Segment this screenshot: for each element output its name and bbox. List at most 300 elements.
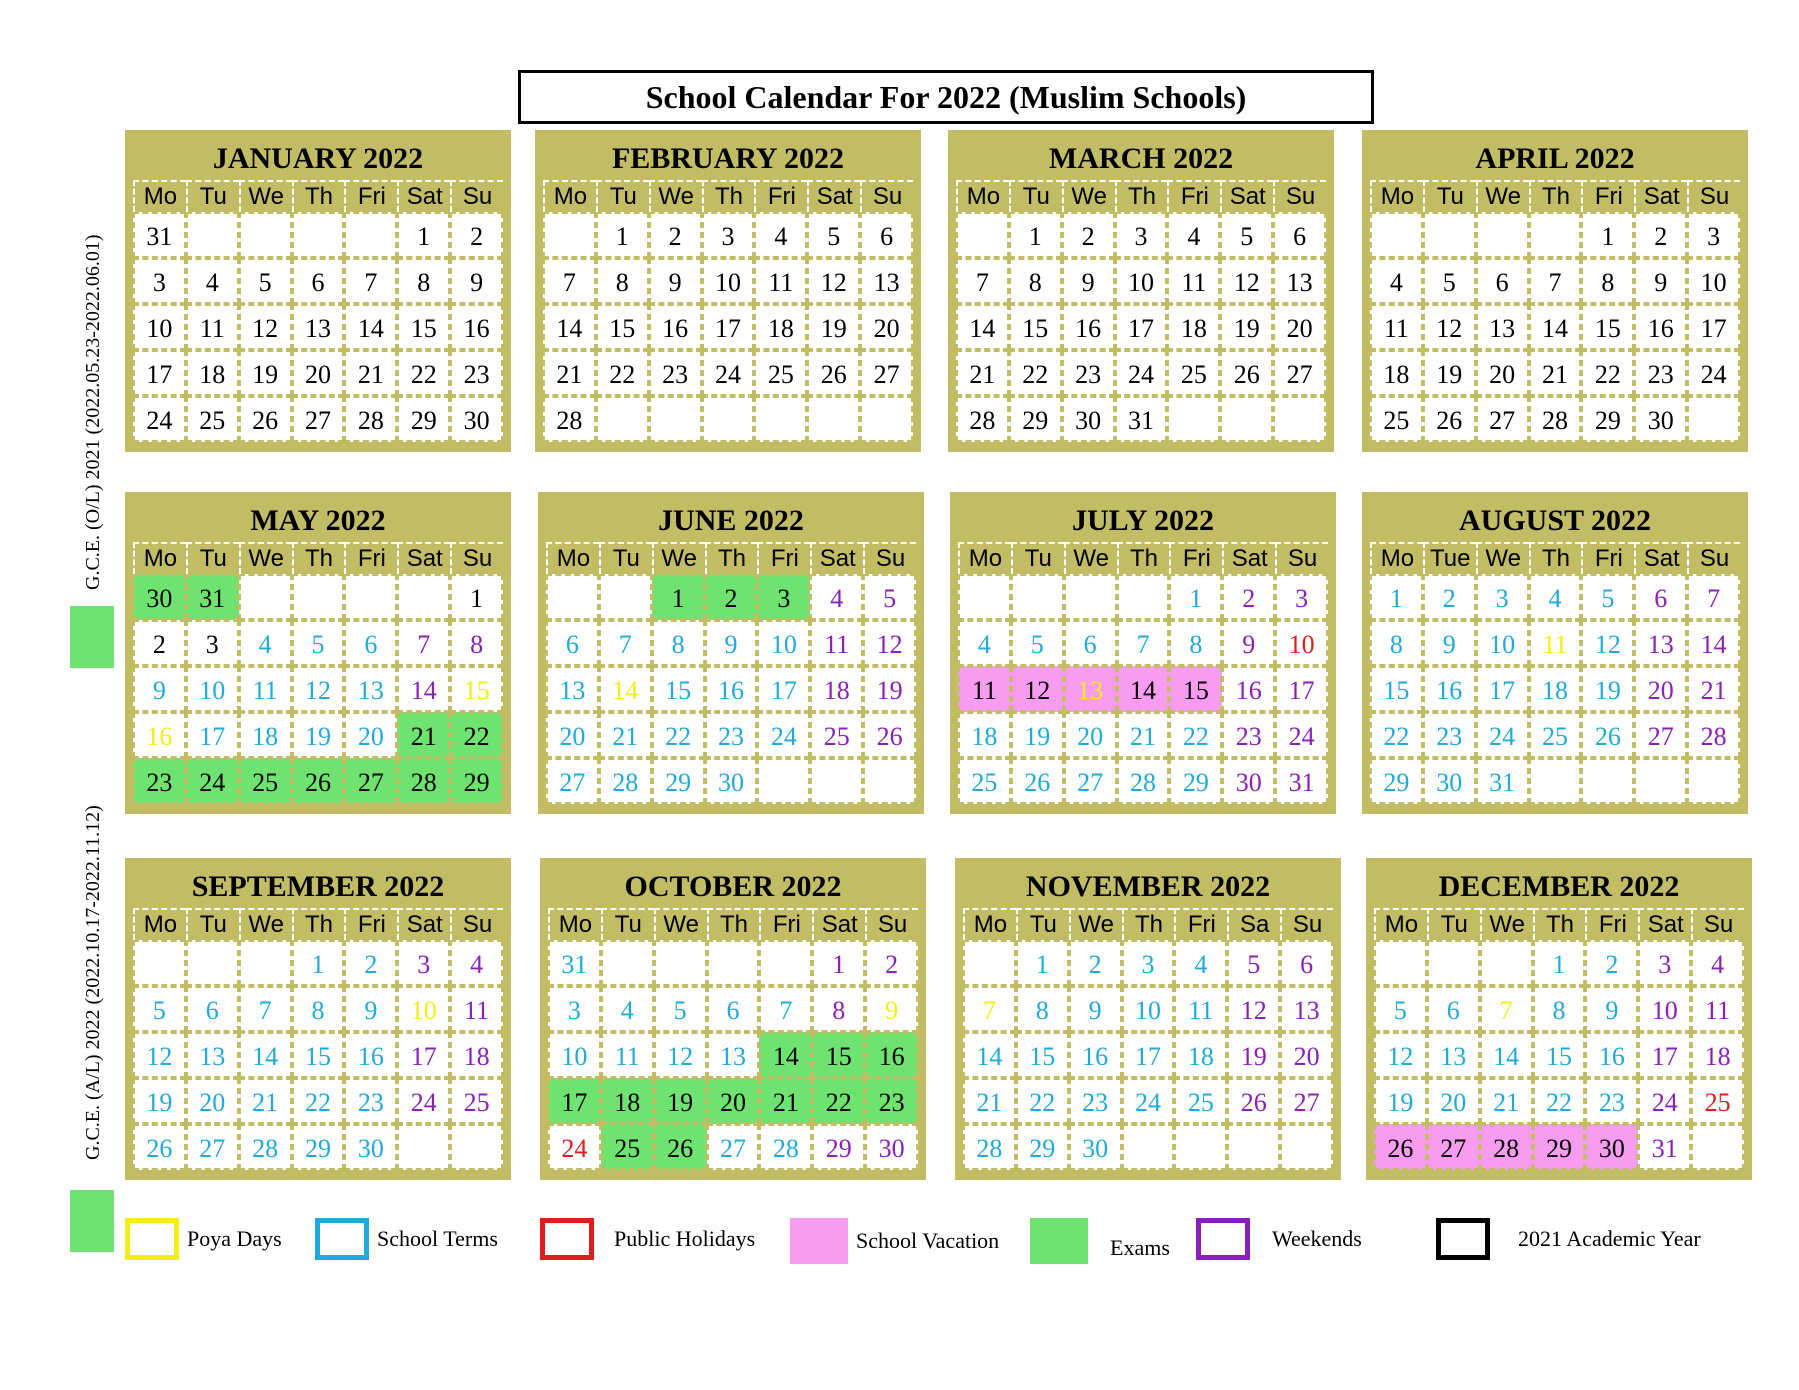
weekday-header: Tu xyxy=(1427,908,1480,940)
day-cell: 19 xyxy=(1581,666,1634,712)
day-cell: 28 xyxy=(1480,1124,1533,1170)
day-cell: 11 xyxy=(450,986,503,1032)
day-cell: 7 xyxy=(239,986,292,1032)
day-cell: 23 xyxy=(1069,1078,1122,1124)
day-cell: 8 xyxy=(596,258,649,304)
legend-label: School Terms xyxy=(377,1226,498,1251)
weekday-header: Sat xyxy=(812,908,865,940)
legend-item-weekends xyxy=(1196,1218,1362,1260)
day-cell: 8 xyxy=(1370,620,1423,666)
day-cell: 10 xyxy=(548,1032,601,1078)
day-cell: 17 xyxy=(397,1032,450,1078)
month-panel xyxy=(535,130,921,452)
month-grid xyxy=(963,908,1333,1170)
weekday-header: Fri xyxy=(1585,908,1638,940)
day-cell: 4 xyxy=(1691,940,1744,986)
day-cell: 16 xyxy=(705,666,758,712)
weekday-header: Tu xyxy=(1016,908,1069,940)
day-cell xyxy=(702,396,755,442)
day-cell: 31 xyxy=(133,212,186,258)
day-cell: 14 xyxy=(1529,304,1582,350)
day-cell: 12 xyxy=(1423,304,1476,350)
weekday-header: Sat xyxy=(1638,908,1691,940)
day-cell: 4 xyxy=(1167,212,1220,258)
day-cell: 13 xyxy=(546,666,599,712)
day-cell: 12 xyxy=(133,1032,186,1078)
day-cell: 4 xyxy=(754,212,807,258)
weekday-header: Th xyxy=(292,908,345,940)
day-cell xyxy=(1581,758,1634,804)
day-cell: 1 xyxy=(397,212,450,258)
day-cell: 1 xyxy=(1370,574,1423,620)
month-panel xyxy=(948,130,1334,452)
day-cell: 11 xyxy=(239,666,292,712)
month-panel xyxy=(125,492,511,814)
day-cell: 14 xyxy=(1687,620,1740,666)
day-cell: 2 xyxy=(1222,574,1275,620)
day-cell: 23 xyxy=(705,712,758,758)
day-cell: 10 xyxy=(757,620,810,666)
day-cell: 3 xyxy=(1122,940,1175,986)
day-cell: 9 xyxy=(450,258,503,304)
day-cell xyxy=(397,1124,450,1170)
day-cell: 1 xyxy=(450,574,503,620)
day-cell xyxy=(759,940,812,986)
day-cell: 13 xyxy=(1273,258,1326,304)
exams-swatch xyxy=(1030,1218,1088,1264)
weekday-header: Sat xyxy=(397,542,450,574)
day-cell: 16 xyxy=(1423,666,1476,712)
day-cell: 10 xyxy=(1122,986,1175,1032)
day-cell xyxy=(654,940,707,986)
day-cell: 11 xyxy=(754,258,807,304)
day-cell xyxy=(397,574,450,620)
day-cell: 23 xyxy=(649,350,702,396)
day-cell xyxy=(1370,212,1423,258)
day-cell: 19 xyxy=(1374,1078,1427,1124)
day-cell: 10 xyxy=(1638,986,1691,1032)
ol-exam-swatch xyxy=(70,606,114,668)
month-panel xyxy=(1362,130,1748,452)
weekday-header: Th xyxy=(292,542,345,574)
day-cell: 5 xyxy=(292,620,345,666)
day-cell: 1 xyxy=(1169,574,1222,620)
day-cell: 11 xyxy=(186,304,239,350)
day-cell: 5 xyxy=(133,986,186,1032)
day-cell: 29 xyxy=(1009,396,1062,442)
day-cell: 14 xyxy=(759,1032,812,1078)
day-cell: 2 xyxy=(1634,212,1687,258)
weekday-header: We xyxy=(239,542,292,574)
weekday-header: Th xyxy=(1117,542,1170,574)
day-cell: 19 xyxy=(807,304,860,350)
day-cell xyxy=(958,574,1011,620)
weekday-header: Mo xyxy=(956,180,1009,212)
day-cell: 24 xyxy=(1275,712,1328,758)
day-cell: 18 xyxy=(186,350,239,396)
day-cell: 22 xyxy=(1169,712,1222,758)
day-cell: 27 xyxy=(344,758,397,804)
day-cell: 14 xyxy=(543,304,596,350)
month-grid xyxy=(133,908,503,1170)
day-cell xyxy=(1529,212,1582,258)
day-cell: 12 xyxy=(1220,258,1273,304)
day-cell: 12 xyxy=(1581,620,1634,666)
day-cell: 30 xyxy=(1585,1124,1638,1170)
day-cell: 9 xyxy=(1222,620,1275,666)
day-cell xyxy=(1634,758,1687,804)
day-cell: 23 xyxy=(1222,712,1275,758)
day-cell: 28 xyxy=(239,1124,292,1170)
day-cell: 3 xyxy=(1275,574,1328,620)
day-cell: 15 xyxy=(652,666,705,712)
day-cell: 29 xyxy=(652,758,705,804)
day-cell: 22 xyxy=(596,350,649,396)
day-cell: 7 xyxy=(1529,258,1582,304)
day-cell: 27 xyxy=(1280,1078,1333,1124)
day-cell: 4 xyxy=(450,940,503,986)
day-cell: 30 xyxy=(705,758,758,804)
day-cell: 13 xyxy=(1427,1032,1480,1078)
day-cell xyxy=(239,940,292,986)
weekday-header: We xyxy=(1062,180,1115,212)
day-cell: 23 xyxy=(133,758,186,804)
day-cell: 28 xyxy=(1529,396,1582,442)
day-cell: 25 xyxy=(810,712,863,758)
day-cell: 9 xyxy=(1634,258,1687,304)
day-cell xyxy=(344,212,397,258)
day-cell: 28 xyxy=(956,396,1009,442)
day-cell: 17 xyxy=(1122,1032,1175,1078)
weekday-header: Mo xyxy=(546,542,599,574)
day-cell: 17 xyxy=(1476,666,1529,712)
day-cell: 10 xyxy=(702,258,755,304)
day-cell: 29 xyxy=(1581,396,1634,442)
weekday-header: Fri xyxy=(1581,542,1634,574)
day-cell: 10 xyxy=(1687,258,1740,304)
day-cell: 20 xyxy=(292,350,345,396)
legend-label: School Vacation xyxy=(856,1228,1000,1253)
weekday-header: We xyxy=(1069,908,1122,940)
weekday-header: Mo xyxy=(1370,542,1423,574)
weekday-header: Su xyxy=(1273,180,1326,212)
day-cell: 13 xyxy=(860,258,913,304)
day-cell: 14 xyxy=(1117,666,1170,712)
day-cell xyxy=(754,396,807,442)
day-cell: 22 xyxy=(812,1078,865,1124)
page-title: School Calendar For 2022 (Muslim Schools) xyxy=(518,70,1374,124)
day-cell: 16 xyxy=(1634,304,1687,350)
day-cell: 4 xyxy=(601,986,654,1032)
weekday-header: Sat xyxy=(807,180,860,212)
day-cell: 7 xyxy=(599,620,652,666)
month-grid xyxy=(543,180,913,442)
day-cell xyxy=(863,758,916,804)
day-cell: 10 xyxy=(397,986,450,1032)
day-cell xyxy=(807,396,860,442)
day-cell: 16 xyxy=(865,1032,918,1078)
day-cell: 19 xyxy=(863,666,916,712)
month-panel xyxy=(950,492,1336,814)
day-cell: 2 xyxy=(1062,212,1115,258)
day-cell: 31 xyxy=(186,574,239,620)
day-cell: 30 xyxy=(1634,396,1687,442)
day-cell: 17 xyxy=(702,304,755,350)
weekday-header: Th xyxy=(1533,908,1586,940)
day-cell: 19 xyxy=(292,712,345,758)
month-grid xyxy=(1374,908,1744,1170)
weekday-header: Fri xyxy=(1174,908,1227,940)
day-cell xyxy=(1227,1124,1280,1170)
day-cell: 17 xyxy=(1638,1032,1691,1078)
day-cell: 1 xyxy=(1016,940,1069,986)
day-cell xyxy=(133,940,186,986)
day-cell: 25 xyxy=(601,1124,654,1170)
day-cell xyxy=(543,212,596,258)
weekday-header: Mo xyxy=(133,180,186,212)
day-cell: 3 xyxy=(1638,940,1691,986)
day-cell: 29 xyxy=(1533,1124,1586,1170)
day-cell: 20 xyxy=(546,712,599,758)
day-cell: 2 xyxy=(344,940,397,986)
day-cell: 4 xyxy=(1529,574,1582,620)
day-cell: 6 xyxy=(1064,620,1117,666)
day-cell: 24 xyxy=(1122,1078,1175,1124)
day-cell: 26 xyxy=(292,758,345,804)
month-panel xyxy=(540,858,926,1180)
day-cell xyxy=(601,940,654,986)
weekday-header: Fri xyxy=(344,542,397,574)
day-cell: 15 xyxy=(397,304,450,350)
day-cell: 12 xyxy=(807,258,860,304)
month-grid xyxy=(133,180,503,442)
day-cell: 8 xyxy=(1581,258,1634,304)
weekday-header: Su xyxy=(450,908,503,940)
legend-item-vacation xyxy=(790,1218,999,1264)
day-cell: 10 xyxy=(133,304,186,350)
legend-item-exams xyxy=(1030,1218,1170,1264)
legend-label: Exams xyxy=(1110,1235,1170,1260)
day-cell: 24 xyxy=(757,712,810,758)
day-cell xyxy=(1691,1124,1744,1170)
day-cell: 8 xyxy=(1533,986,1586,1032)
month-grid xyxy=(956,180,1326,442)
day-cell: 23 xyxy=(865,1078,918,1124)
day-cell: 2 xyxy=(133,620,186,666)
day-cell xyxy=(1374,940,1427,986)
weekday-header: Fri xyxy=(759,908,812,940)
day-cell: 1 xyxy=(1533,940,1586,986)
weekday-header: Fri xyxy=(1169,542,1222,574)
day-cell: 14 xyxy=(963,1032,1016,1078)
weekday-header: Su xyxy=(1687,180,1740,212)
day-cell: 25 xyxy=(450,1078,503,1124)
weekday-header: We xyxy=(1476,180,1529,212)
month-title: FEBRUARY 2022 xyxy=(611,142,844,175)
day-cell: 18 xyxy=(1167,304,1220,350)
day-cell: 1 xyxy=(1581,212,1634,258)
weekday-header: Fri xyxy=(1581,180,1634,212)
day-cell: 24 xyxy=(1687,350,1740,396)
day-cell: 26 xyxy=(1220,350,1273,396)
day-cell: 18 xyxy=(239,712,292,758)
weekday-header: Fri xyxy=(1167,180,1220,212)
day-cell: 6 xyxy=(1476,258,1529,304)
day-cell: 25 xyxy=(239,758,292,804)
month-grid xyxy=(958,542,1328,804)
day-cell: 3 xyxy=(397,940,450,986)
day-cell xyxy=(1174,1124,1227,1170)
day-cell: 13 xyxy=(1280,986,1333,1032)
legend-label: Public Holidays xyxy=(614,1226,756,1251)
vacation-swatch xyxy=(790,1218,848,1264)
weekday-header: We xyxy=(239,180,292,212)
weekday-header: Tu xyxy=(596,180,649,212)
day-cell: 20 xyxy=(1476,350,1529,396)
day-cell: 27 xyxy=(292,396,345,442)
day-cell: 21 xyxy=(1480,1078,1533,1124)
weekday-header: Th xyxy=(702,180,755,212)
day-cell: 25 xyxy=(1529,712,1582,758)
day-cell: 6 xyxy=(1634,574,1687,620)
day-cell: 9 xyxy=(1585,986,1638,1032)
day-cell: 18 xyxy=(754,304,807,350)
day-cell: 2 xyxy=(450,212,503,258)
day-cell: 1 xyxy=(652,574,705,620)
day-cell: 21 xyxy=(543,350,596,396)
day-cell: 21 xyxy=(599,712,652,758)
day-cell: 27 xyxy=(860,350,913,396)
day-cell: 15 xyxy=(1370,666,1423,712)
day-cell xyxy=(707,940,760,986)
day-cell: 15 xyxy=(596,304,649,350)
day-cell: 25 xyxy=(1691,1078,1744,1124)
day-cell: 6 xyxy=(1280,940,1333,986)
day-cell: 17 xyxy=(548,1078,601,1124)
month-grid xyxy=(548,908,918,1170)
day-cell: 5 xyxy=(239,258,292,304)
day-cell: 28 xyxy=(344,396,397,442)
weekday-header: Su xyxy=(1275,542,1328,574)
day-cell: 26 xyxy=(239,396,292,442)
day-cell: 30 xyxy=(1062,396,1115,442)
day-cell: 4 xyxy=(1370,258,1423,304)
day-cell: 5 xyxy=(807,212,860,258)
day-cell: 6 xyxy=(1427,986,1480,1032)
day-cell: 9 xyxy=(705,620,758,666)
day-cell: 7 xyxy=(397,620,450,666)
day-cell: 18 xyxy=(1370,350,1423,396)
day-cell: 15 xyxy=(1016,1032,1069,1078)
day-cell xyxy=(1280,1124,1333,1170)
day-cell: 2 xyxy=(865,940,918,986)
day-cell: 31 xyxy=(1115,396,1168,442)
weekday-header: Mo xyxy=(958,542,1011,574)
day-cell: 7 xyxy=(759,986,812,1032)
weekday-header: We xyxy=(649,180,702,212)
day-cell: 17 xyxy=(186,712,239,758)
day-cell: 5 xyxy=(1423,258,1476,304)
day-cell: 28 xyxy=(1117,758,1170,804)
day-cell: 4 xyxy=(1174,940,1227,986)
day-cell: 28 xyxy=(599,758,652,804)
weekday-header: Su xyxy=(860,180,913,212)
day-cell: 31 xyxy=(548,940,601,986)
day-cell: 26 xyxy=(1374,1124,1427,1170)
day-cell xyxy=(1423,212,1476,258)
day-cell: 22 xyxy=(397,350,450,396)
day-cell xyxy=(1117,574,1170,620)
weekday-header: Mo xyxy=(1374,908,1427,940)
day-cell: 23 xyxy=(1585,1078,1638,1124)
day-cell: 3 xyxy=(1115,212,1168,258)
day-cell: 19 xyxy=(1011,712,1064,758)
day-cell xyxy=(860,396,913,442)
day-cell xyxy=(186,940,239,986)
day-cell: 7 xyxy=(956,258,1009,304)
weekday-header: Th xyxy=(1529,542,1582,574)
day-cell: 8 xyxy=(812,986,865,1032)
legend xyxy=(0,1218,1799,1288)
day-cell: 12 xyxy=(654,1032,707,1078)
day-cell: 28 xyxy=(543,396,596,442)
weekday-header: Mo xyxy=(133,542,186,574)
legend-label: Poya Days xyxy=(187,1226,282,1251)
weekday-header: Mo xyxy=(963,908,1016,940)
month-panel xyxy=(125,130,511,452)
day-cell: 13 xyxy=(1476,304,1529,350)
day-cell xyxy=(810,758,863,804)
day-cell xyxy=(1427,940,1480,986)
day-cell: 27 xyxy=(1273,350,1326,396)
day-cell: 8 xyxy=(1016,986,1069,1032)
day-cell: 29 xyxy=(1370,758,1423,804)
day-cell xyxy=(1687,758,1740,804)
day-cell: 23 xyxy=(1062,350,1115,396)
legend-label: Weekends xyxy=(1272,1226,1362,1251)
weekday-header: Tu xyxy=(1423,180,1476,212)
day-cell: 15 xyxy=(292,1032,345,1078)
day-cell: 7 xyxy=(1687,574,1740,620)
day-cell: 16 xyxy=(1585,1032,1638,1078)
day-cell: 23 xyxy=(450,350,503,396)
day-cell: 7 xyxy=(963,986,1016,1032)
weekday-header: Th xyxy=(705,542,758,574)
day-cell: 2 xyxy=(1585,940,1638,986)
day-cell: 13 xyxy=(1634,620,1687,666)
day-cell: 3 xyxy=(133,258,186,304)
weekday-header: Su xyxy=(450,542,503,574)
day-cell: 20 xyxy=(1273,304,1326,350)
day-cell: 1 xyxy=(596,212,649,258)
weekday-header: Fri xyxy=(344,908,397,940)
day-cell xyxy=(596,396,649,442)
day-cell: 6 xyxy=(1273,212,1326,258)
day-cell: 6 xyxy=(546,620,599,666)
day-cell: 22 xyxy=(450,712,503,758)
day-cell: 22 xyxy=(1581,350,1634,396)
month-title: DECEMBER 2022 xyxy=(1438,870,1680,903)
day-cell: 16 xyxy=(133,712,186,758)
weekday-header: Sat xyxy=(1634,180,1687,212)
day-cell: 29 xyxy=(1169,758,1222,804)
day-cell: 4 xyxy=(186,258,239,304)
weekday-header: Su xyxy=(865,908,918,940)
day-cell: 22 xyxy=(1533,1078,1586,1124)
day-cell: 24 xyxy=(186,758,239,804)
weekday-header: Sat xyxy=(397,180,450,212)
day-cell: 6 xyxy=(707,986,760,1032)
